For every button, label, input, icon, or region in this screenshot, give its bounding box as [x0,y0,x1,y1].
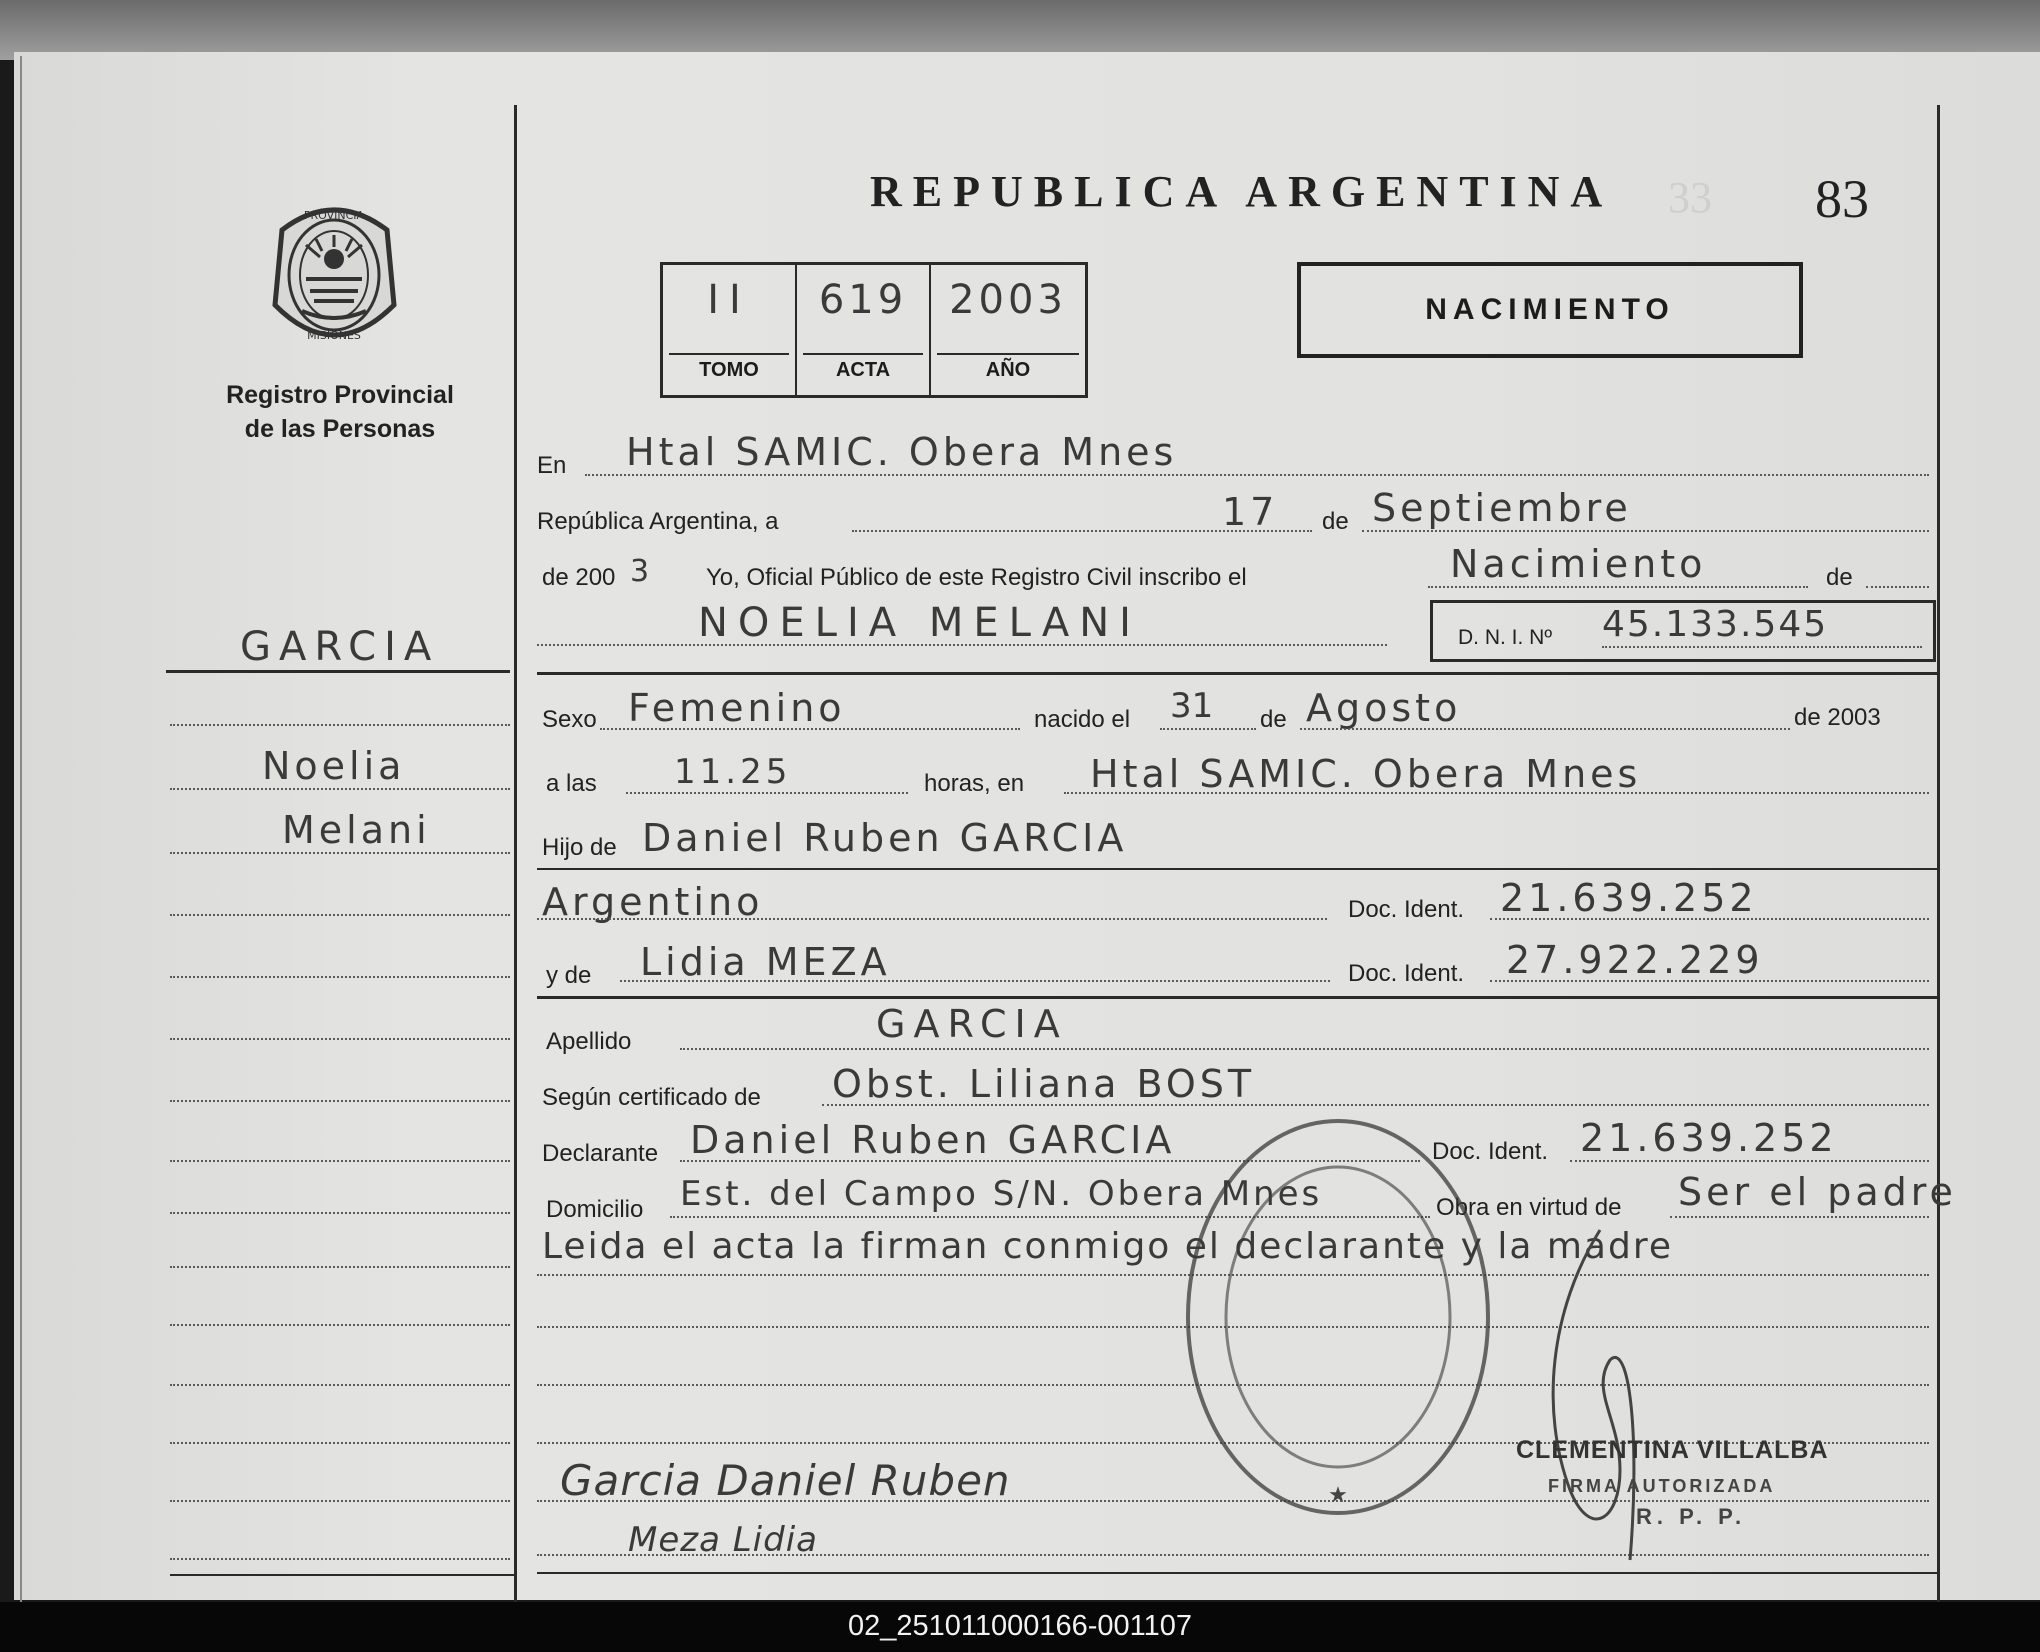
anio-value: 2003 [949,277,1067,323]
margin-dotted-line [170,724,510,726]
margin-surname: GARCIA [240,624,440,670]
acta-value: 619 [818,277,908,323]
declarante-doc-line [1570,1160,1929,1162]
official-name: CLEMENTINA VILLALBA [1516,1436,1829,1464]
margin-dotted-line [170,1442,510,1444]
registry-name [220,378,460,446]
declarante-doc-value: 21.639.252 [1580,1116,1838,1160]
margin-dotted-line [170,976,510,978]
birth-day-line [1160,728,1256,730]
certificado-by: Obst. Liliana BOST [832,1062,1256,1106]
anio-cell [931,265,1085,395]
domicilio-label: Domicilio [546,1196,644,1223]
declarante-signature: Garcia Daniel Ruben [560,1456,1011,1505]
inscribo-label: Yo, Oficial Público de este Registro Civil inscribo el [706,564,1247,591]
record-type-box: NACIMIENTO [1297,262,1803,358]
obra-label: Obra en virtud de [1436,1194,1622,1221]
margin-dotted-line [170,1100,510,1102]
emblem-top-text: PROVINCIA [303,209,365,222]
faded-stamp-number: 33 [1668,173,1712,222]
margin-dotted-line [170,1558,510,1560]
margin-dotted-line [170,914,510,916]
folio-number: 83 [1815,169,1869,229]
tomo-cell [663,265,797,395]
father-nationality: Argentino [542,880,764,924]
parents-rule [537,996,1937,999]
margin-dotted-line [170,1384,510,1386]
domicilio-value: Est. del Campo S/N. Obera Mnes [680,1174,1323,1214]
de-line [1866,586,1929,588]
registry-name-line2: de las Personas [244,415,436,443]
margin-dotted-line [170,1500,510,1502]
registry-name-line1: Registro Provincial [226,381,454,409]
leida-text: Leida el acta la firman conmigo el declarante y la madre [542,1226,1673,1267]
scan-top-edge [0,0,2040,60]
sexo-label: Sexo [542,706,597,733]
mother-name: Lidia MEZA [640,940,891,984]
section-rule [537,672,1937,675]
sexo-value: Femenino [628,686,846,730]
image-id-footer: 02_251011000166-001107 [0,1602,2040,1652]
declarante-name: Daniel Ruben GARCIA [690,1118,1176,1162]
sexo-line [600,728,1020,730]
birth-month-line [1300,728,1790,730]
margin-middle-name: Melani [282,808,431,852]
margin-dotted-line [170,1212,510,1214]
dni-value: 45.133.545 [1602,604,1829,645]
acta-underline [803,353,923,355]
tomo-underline [669,353,789,355]
margin-surname-rule [166,670,510,673]
right-border-rule [1937,105,1940,1602]
apellido-value: GARCIA [876,1002,1068,1046]
official-round-seal-icon [1176,1107,1501,1527]
father-doc-line [1490,918,1929,920]
margin-dotted-line [170,1266,510,1268]
official-office: R. P. P. [1636,1504,1747,1529]
tomo-label: TOMO [699,359,759,381]
margin-dotted-line [170,852,510,854]
mother-doc-label: Doc. Ident. [1348,960,1465,987]
margin-first-name: Noelia [262,744,406,788]
birth-day: 31 [1170,686,1214,726]
republica-label: República Argentina, a [537,508,779,535]
provincia-misiones-emblem-icon [262,195,407,350]
de-label-3: de [1260,706,1287,733]
month-line [1362,530,1929,532]
madre-signature: Meza Lidia [628,1520,818,1560]
father-doc-label: Doc. Ident. [1348,896,1465,923]
record-reference-box [660,262,1088,398]
svg-text:★: ★ [1328,1482,1348,1507]
margin-dotted-line [170,788,510,790]
registration-place: Htal SAMIC. Obera Mnes [626,430,1178,474]
father-doc-value: 21.639.252 [1500,876,1758,920]
mother-name-line [620,980,1330,982]
birth-month: Agosto [1306,686,1462,730]
anio-label: AÑO [985,359,1031,381]
left-column-rule [514,105,517,1602]
mother-doc-value: 27.922.229 [1506,938,1764,982]
tomo-value: II [707,277,751,323]
birth-year: de 2003 [1794,704,1881,731]
official-title: FIRMA AUTORIZADA [1548,1476,1776,1496]
birth-place: Htal SAMIC. Obera Mnes [1090,752,1642,796]
dni-line [1602,646,1922,648]
margin-bottom-rule [170,1574,514,1576]
year-suffix: 3 [630,554,650,589]
acta-label: ACTA [835,359,891,381]
act-kind-line [1428,586,1808,588]
left-edge-rule [20,56,22,1602]
y-de-label: y de [546,962,592,989]
segun-label: Según certificado de [542,1084,761,1111]
mother-doc-line [1490,980,1929,982]
place-line [585,474,1929,476]
apellido-line [680,1048,1929,1050]
page-title: REPUBLICA ARGENTINA [870,167,1614,216]
declarante-doc-label: Doc. Ident. [1432,1138,1549,1165]
a-las-label: a las [546,770,597,797]
certificado-line [822,1104,1929,1106]
bottom-rule [537,1572,1937,1574]
acta-cell [797,265,931,395]
en-label: En [537,452,567,479]
anio-underline [937,353,1079,355]
obra-value: Ser el padre [1678,1170,1957,1214]
margin-dotted-line [170,1160,510,1162]
hijo-label: Hijo de [542,834,617,861]
father-name: Daniel Ruben GARCIA [642,816,1128,860]
nacido-label: nacido el [1034,706,1131,733]
dni-label: D. N. I. Nº [1458,626,1553,649]
apellido-label: Apellido [546,1028,632,1055]
birth-place-line [1064,792,1929,794]
de-label-2: de [1826,564,1853,591]
birth-time: 11.25 [674,752,792,792]
registration-day: 17 [1222,490,1279,534]
horas-label: horas, en [924,770,1025,797]
declarante-label: Declarante [542,1140,659,1167]
act-kind: Nacimiento [1450,542,1707,586]
obra-line [1670,1216,1929,1218]
father-rule [537,868,1937,870]
birth-time-line [626,792,908,794]
margin-dotted-line [170,1038,510,1040]
child-full-name: NOELIA MELANI [698,600,1141,646]
emblem-bottom-text: MISIONES [307,329,361,342]
nationality-line [537,918,1327,920]
margin-dotted-line [170,1324,510,1326]
de-label: de [1322,508,1349,535]
year-prefix: de 200 [542,564,616,591]
registration-month: Septiembre [1372,486,1632,530]
